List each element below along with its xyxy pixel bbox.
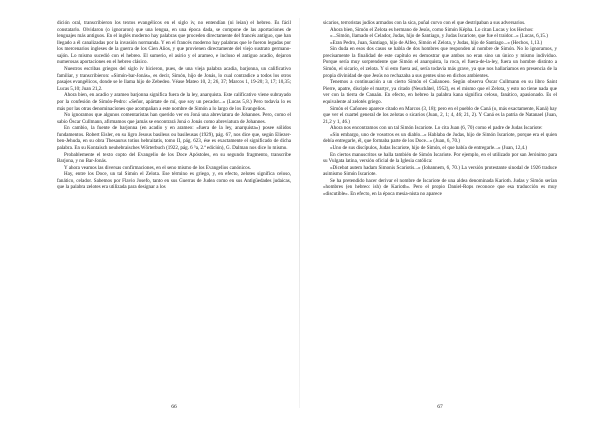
right-page-text	[323, 20, 557, 388]
right-page	[323, 20, 557, 412]
paragraph: En ciertos manuscritos se halla también de Simón Iscariote. Por ejemplo, en el utilizado por san Jerónimo para su Vulgata latina, versión oficial de la Iglesia católica:	[323, 151, 557, 165]
page-number: 67	[437, 404, 443, 410]
paragraph: Nuestros escribas griegos del siglo iv hicieron, pues, de una vieja palabra acadia, barjonna, un calificativo familiar, y transcribieron: «Simón-bar-Jonás», es decir, Simón, hijo de Jonás, lo cual contradice a todos los otros pasajes evangélicos, donde se le llama hijo de Zebedeo. Véase Mateo 10, 2; 26, 37; Marcos 1, 19-20; 3, 17; 10,35; Lucas 5,10; Juan 21,2.	[57, 66, 291, 92]
paragraph: «Eran Pedro, Juan, Santiago, hijo de Alfeo, Simón el Zelota, y Judas, hijo de Santiago...» (Hechos, 1,13.)	[330, 39, 543, 46]
paragraph: Tenemos a continuación a un cierto Simón el Cañanoeo. Según observa Óscar Cullmann en su libro Saint Pierre, apatre, disciple el martyr, ya citado (Neuchâtel, 1952), es el mismo que el Zelota, y esto no tiene nada que ver con la tierra de Canaán. En efecto, en hebreo la palabra kana significa celoso, fanático, apasionado. Es el equivalente al zelotés griego.	[323, 79, 557, 105]
paragraph: sicarios, terroristas judíos armados con la sica, puñal curvo con el que destripaban a sus adversarios.	[323, 20, 526, 26]
paragraph: Ahora bien, en acadio y arameo barjonna significa fuera de la ley, anarquista. Este calificativo viene subrayado por la confesión de Simón-Pedro: «Señor, apártate de mí, que soy un pecador...» (Lucas 5,8.) Pero todavía lo es más por las otras denominaciones que acompañan a este nombre de Simón a lo largo de los Evangelios.	[57, 92, 291, 112]
paragraph: Simón el Cañoneo aparece citado en Marcos (3, 18); pero en el pueblo de Caná (o, más exactamente, Kaná) hay que ver el cuartel general de los zelotas o sicarios (Juan, 2, 1; 4, 46; 21, 2). Y Caná es la patria de Natanael (Juan, 21,2 y 1, 46.)	[323, 105, 557, 125]
book-gutter	[299, 18, 300, 408]
paragraph: En cambio, la fuente de barjonna (en acadio y en arameo: «fuera de la ley, anarquista») posee sólidos fundamentos. Robert Eisler, en su ligro Jesous basileus ou basileusas (1929), pág. 67, nos dice que, según Eliezer-ben-Jehuda, en su obra Thesaurus totius hebraitatis, tomo II, pág. 623, ése es exactamente el significado de dicha palabra. En su Kontaisch neuhebraisches Wörterbuch (1922, pág. 6 ⁵a, 2.ª edición), G. Dalman nos dice lo mismo.	[57, 125, 291, 151]
paragraph: «Uno de sus discípulos, Judas Iscariote, hijo de Simón, el que había de entregarle...» (Juan, 12,4.)	[330, 144, 528, 151]
paragraph: Hay, entre los Doce, un tal Simón el Zelota. Ese término es griego, y, en efecto, zelotes significa celoso, fanático, celador. Sabemos por Flavio Josefo, tanto en sus Guerras de Judea como en sus Antigüedades judaicas, que la palabra zelotes era utilizada para designar a los	[57, 171, 291, 191]
paragraph: No ignoramos que algunos comentaristas han querido ver en Joná una abreviatura de Johannes. Pero, como el sabio Óscar Cullmann, afirmamos que jamás se encontrará Joná o Jonás como abreviatura de Johannes.	[57, 112, 291, 125]
paragraph: Probablemente el texto copto del Evangelio de los Doce Apóstoles, en su segundo fragmento, transcribe Barjona, y no Bar-Jonás.	[57, 151, 291, 165]
paragraph: dición oral, transcribieron los textos evangélicos en el siglo iv, no entendían (ni leían) el hebreo. Es fácil constatarlo. Olvidaron (o ignoraron) que una lengua, en una época dada, se compone de las aportaciones de lenguajes más antiguos. En el inglés moderno hay palabras que proceden directamente del francés antiguo, que han llegado a él canalizadas por la invasión normanda. Y en el francés moderno hay palabras que le fueron legadas por los mercenarios ingleses de la guerra de los Cien Años, y que provienen directamente del viejo sustrato germano-sajón. Lo mismo sucedió con el hebreo. El sumerio, el asirio y el arameo, e incluso el antiguo acadio, dejaron numerosas aportaciones en el hebreo clásico.	[57, 20, 291, 66]
page-number: 66	[171, 404, 177, 410]
paragraph: Ahora nos encontramos con un tal Simón Iscariote. Lo cita Juan (6, 70) como el padre de Judas Iscariote:	[330, 125, 543, 132]
paragraph: «...Simón, llamado el Celador, Judas, hijo de Santiago, y Judas Iscariote, que fue el traidor...» (Lucas, 6,15.)	[330, 33, 548, 40]
paragraph: Y ahora veamos las diversas confirmaciones, en el seno mismo de los Evangelios canónicos.	[64, 164, 251, 171]
left-page	[57, 20, 291, 412]
left-page-text	[57, 20, 291, 388]
paragraph: «Dicebat autem hadam Simonis Scariotis...» (Iohannem, 6, 70.) La versión protestante sinodal de 1926 traduce asimismo Simón Iscariote.	[323, 164, 557, 178]
paragraph: Ahora bien, Simón el Zelota es hermano de Jesús, como Simón Képha. Lo citan Lucas y los Hechos:	[330, 26, 534, 33]
paragraph: Se ha pretendido hacer derivar el nombre de Iscariote de una aldea denominada Karioth. Judas y Simón serían «hombres (en hebreo: ish) de Karioth». Pero el propio Daniel-Rops reconoce que esa traducción es muy «discutible». En efecto, en la época mesia-nista no aparece	[323, 177, 557, 198]
paragraph: Sin duda en esos dos casos se habla de dos hombres que responden al nombre de Simón. No lo ignoramos, y precisamente la finalidad de este capítulo es demostrar que ambos no eran sino un único y mismo individuo. Porque sería muy sorprendente que Simón el anarquista, la roca, el fuera-de-la-ley, fuera un hombre distinto a Simón, el sicario, el zelota. Y si esto fuera así, sería todavía más grave, ya que nos hallaríamos en presencia de la propia divinidad de que Jesús no rechazaba a sus gentes sino en dichos ambientes.	[323, 46, 557, 79]
paragraph: «Sin embargo, uno de vosotros es un diablo...» Hablaba de Judas, hijo de Simón Iscariote, porque era el quien debía entregarle, él, que formaba parte de los Doce...» (Juan, 6, 70.)	[323, 131, 557, 145]
